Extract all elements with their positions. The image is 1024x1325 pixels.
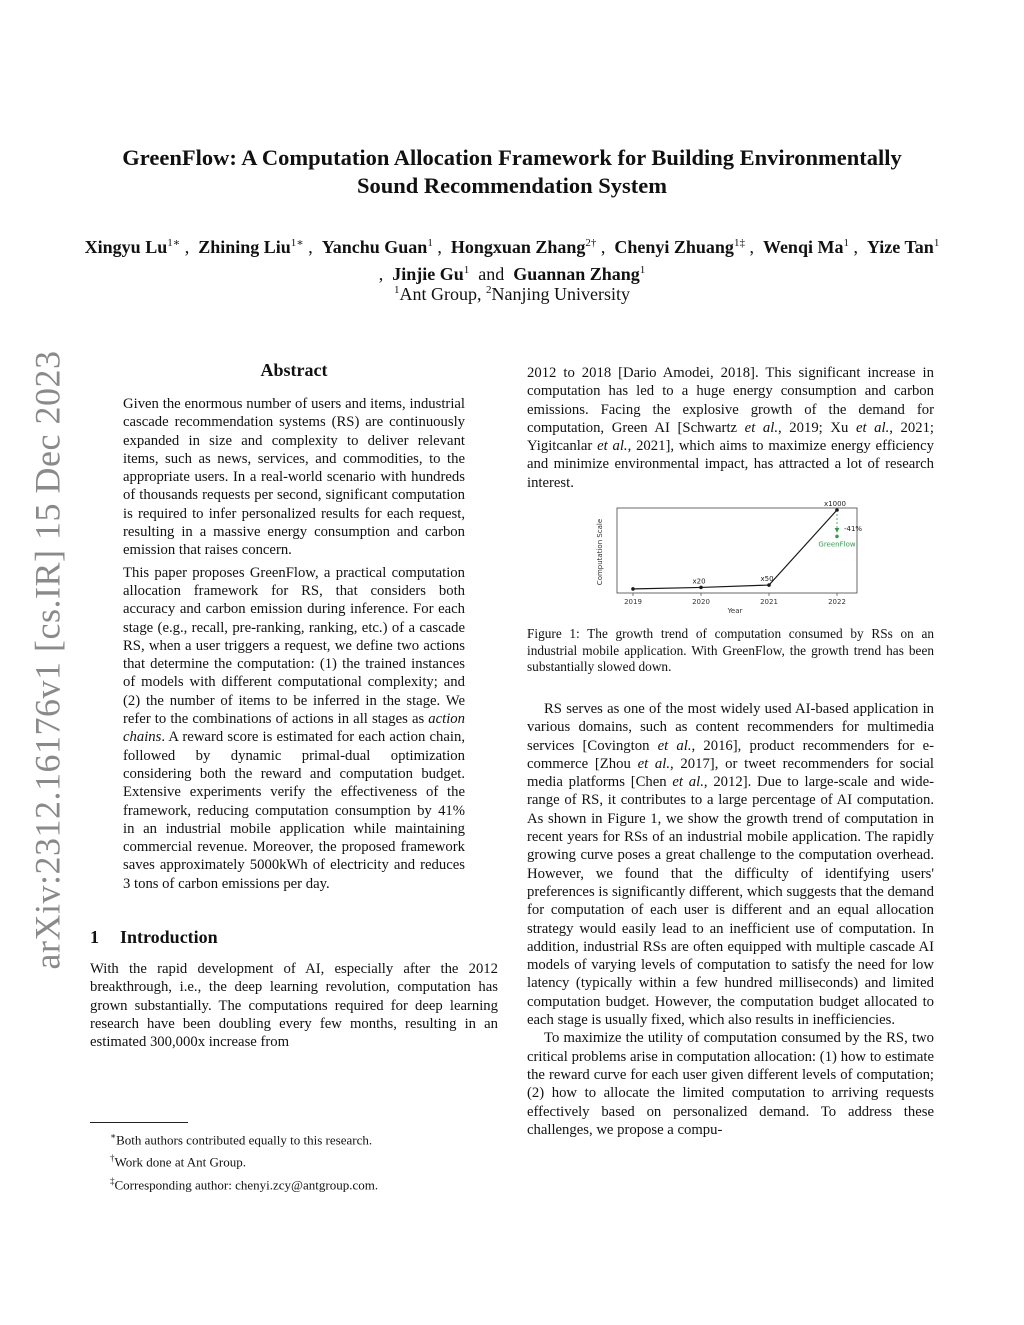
data-point bbox=[767, 583, 771, 587]
footnote bbox=[90, 1172, 498, 1194]
citation-etal: et al. bbox=[744, 419, 778, 436]
data-label: x20 bbox=[692, 577, 706, 586]
text-run: . A reward score is estimated for each action chain, followed by dynamic primal-dual optimization considering both the reward and computation budget. Extensive experiments verify the effectiveness of the framework, reducing computation consumption by 41% in an industrial mobile application while maintaining commercial revenue. Moreover, the proposed framework saves approximately 5000kWh of electricity and reduces 3 tons of carbon emissions per day. bbox=[123, 729, 465, 892]
author-name: Guannan Zhang bbox=[513, 264, 640, 284]
data-label: x1000 bbox=[824, 500, 846, 508]
x-tick-label: 2020 bbox=[692, 598, 710, 606]
emphasis-term: action chains bbox=[123, 711, 465, 746]
author-mark: 1 bbox=[427, 237, 433, 249]
author-mark: 1 bbox=[933, 237, 940, 249]
footnote-text: Corresponding author: chenyi.zcy@antgroup.com. bbox=[114, 1176, 379, 1192]
author-list: Xingyu $Lu^{1∗}$ , Zhining Liu$^{1∗}$ , Yanchu Guan$^1$ , Hongxuan Zhang$^{2\dagger}$ , Chenyi Zhuang$^{1\ddagger}$ , Wenqi Ma$^1$ , Yize Tan$^1$ , Jinjie Gu$^1$ and Guannan Zhang$^1$ bbox=[84, 237, 940, 284]
data-label: x50 bbox=[760, 575, 774, 584]
text-run: 2012 to 2018 [Dario Amodei, 2018]. This significant increase in computation has led to a huge energy consumption and carbon emissions. Facing the explosive growth of the demand for computation, Green AI [Schwartz bbox=[527, 365, 934, 436]
section-heading bbox=[90, 927, 498, 948]
greenflow-point bbox=[835, 535, 839, 539]
data-point bbox=[835, 508, 839, 512]
text-run: , 2021], which aims to maximize energy efficiency and minimize environmental impact, has attracted a lot of research interest. bbox=[527, 438, 934, 491]
citation-etal: et al. bbox=[657, 737, 692, 754]
figure-caption: Figure 1: The growth trend of computation consumed by RSs on an industrial mobile application. With GreenFlow, the growth trend has been substantially slowed down. bbox=[527, 626, 934, 674]
text-run: , 2017], or tweet recommenders for social media platforms [Chen bbox=[527, 755, 934, 791]
x-axis-label: Year bbox=[727, 607, 743, 615]
author-name: Xingyu Lu bbox=[84, 237, 168, 257]
author-mark: 1∗ bbox=[290, 237, 304, 249]
footnote-mark: ‡ bbox=[110, 1175, 115, 1186]
author-mark: 1‡ bbox=[733, 237, 745, 249]
author-name: Jinjie Gu bbox=[392, 264, 464, 284]
footnote bbox=[90, 1127, 498, 1149]
body-paragraph: To maximize the utility of computation consumed by the RS, two critical problems arise in computation allocation: (1) how to estimate the reward curve for each user given different levels of computation; (2) how to allocate the limited computation to arriving requests effectively based on personalized demand. To address these challenges, we propose a compu- bbox=[527, 1030, 934, 1138]
x-tick-label: 2019 bbox=[624, 598, 642, 606]
text-run: RS serves as one of the most widely used AI-based application in various domains, such as content recommenders for multimedia services [Covington bbox=[527, 701, 934, 754]
affiliations bbox=[80, 284, 944, 305]
arxiv-identifier-text: arXiv:2312.16176v1 [cs.IR] 15 Dec 2023 bbox=[27, 350, 68, 970]
citation-etal: et al. bbox=[672, 774, 704, 791]
author-mark: 1 bbox=[843, 237, 849, 249]
figure-1 bbox=[527, 500, 934, 618]
author-mark: 2† bbox=[585, 237, 597, 249]
title-line-2: Sound Recommendation System bbox=[356, 173, 668, 198]
data-point bbox=[699, 586, 703, 590]
footnote-text: Both authors contributed equally to this research. bbox=[116, 1132, 373, 1148]
footnote-text: Work done at Ant Group. bbox=[114, 1154, 246, 1170]
right-column-top bbox=[527, 364, 934, 492]
author-mark: 1 bbox=[463, 264, 470, 276]
text-run: , 2021; Yigitcanlar bbox=[527, 419, 935, 455]
author-name: Wenqi Ma bbox=[762, 237, 844, 257]
footnote-mark: ∗ bbox=[110, 1131, 117, 1141]
affiliation-mark: 2 bbox=[486, 284, 492, 296]
body-paragraph: With the rapid development of AI, especially after the 2012 breakthrough, i.e., the deep learning revolution, computation has grown substantially. The computations required for deep learning research have been doubling every few months, resulting in an estimated 300,000x increase from bbox=[90, 961, 498, 1051]
section-title: Introduction bbox=[120, 927, 218, 948]
title-line-1: GreenFlow: A Computation Allocation Framework for Building Environmentally bbox=[122, 145, 902, 170]
greenflow-label: GreenFlow bbox=[818, 540, 856, 549]
abstract-paragraph: Given the enormous number of users and items, industrial cascade recommendation systems (RS) are continuously expanded in size and complexity to deliver relevant items, such as news, services, and commodities, to the appropriate users. In a real-world scenario with hundreds of thousands requests per second, significant computation is required to infer personalized results for each request, resulting in a massive energy consumption and carbon emission that raises concern. bbox=[123, 396, 465, 559]
affiliation-org: Nanjing University bbox=[491, 284, 630, 304]
author-name: Zhining Liu bbox=[198, 237, 291, 257]
text-run: , 2019; Xu bbox=[778, 419, 856, 436]
plot-frame bbox=[617, 508, 857, 593]
author-mark: 1∗ bbox=[167, 237, 181, 249]
series-line bbox=[633, 510, 837, 589]
abstract-heading: Abstract bbox=[260, 360, 328, 380]
footnote bbox=[90, 1149, 498, 1171]
text-run: , 2012]. Due to large-scale and wide-range of RS, it contributes to a large percentage of AI computation. As shown in Figure 1, we show the growth trend of computation in recent years for RSs of an industrial mobile application. The rapidly growing curve poses a great challenge to the computation overhead. However, we found that the difficulty of identifying users' preferences is significantly different, which suggests that the demand for computation of each user is different and an equal allocation strategy would easily lead to an inefficient use of computation. In addition, industrial RSs are often equipped with multiple cascade AI models of varying levels of computation to satisfy the need for low latency (typically within a few hundred milliseconds) and limited computation budget. However, the computation budget allocated to each stage is usually fixed, which also results in inefficiencies. bbox=[527, 774, 935, 1029]
citation-etal: et al. bbox=[637, 755, 671, 772]
section-number: 1 bbox=[90, 927, 99, 948]
author-name: Hongxuan Zhang bbox=[450, 237, 586, 257]
footnotes bbox=[90, 1122, 498, 1194]
data-point bbox=[631, 587, 635, 591]
right-column-body bbox=[527, 700, 934, 1139]
citation-etal: et al. bbox=[855, 419, 890, 436]
author-name: Chenyi Zhuang bbox=[614, 237, 734, 257]
text-run: This paper proposes GreenFlow, a practical computation allocation framework for RS, that considers both accuracy and carbon emission during inference. For each stage (e.g., recall, pre-ranking, ranking, etc.) of a cascade RS, when a user triggers a request, we define two actions that determine the computation: (1) the trained instances of models with different computational complexity; and (2) the number of items to be inferred in the stage. We refer to the combinations of actions in all stages as bbox=[123, 564, 465, 728]
x-tick-label: 2022 bbox=[828, 598, 846, 606]
body-paragraph bbox=[527, 364, 934, 492]
abstract-paragraph bbox=[123, 564, 465, 893]
arxiv-identifier bbox=[27, 350, 68, 970]
affiliation-org: Ant Group, bbox=[399, 284, 486, 304]
paper-title bbox=[60, 144, 964, 200]
abstract-section bbox=[123, 360, 465, 893]
author-mark: 1 bbox=[639, 264, 646, 276]
left-column bbox=[90, 360, 498, 1052]
reduction-label: -41% bbox=[844, 525, 863, 533]
citation-etal: et al. bbox=[597, 438, 628, 455]
y-axis-label: Computation Scale bbox=[596, 518, 604, 586]
body-paragraph bbox=[527, 700, 934, 1029]
footnote-mark: † bbox=[110, 1153, 115, 1164]
affiliation-mark: 1 bbox=[394, 284, 400, 296]
growth-chart bbox=[527, 500, 934, 618]
author-name: Yize Tan bbox=[866, 237, 934, 257]
author-name: Yanchu Guan bbox=[321, 237, 428, 257]
text-run: , 2016], product recommenders for e-commerce [Zhou bbox=[527, 737, 935, 772]
footnote-rule bbox=[90, 1122, 188, 1123]
x-tick-label: 2021 bbox=[760, 598, 778, 606]
